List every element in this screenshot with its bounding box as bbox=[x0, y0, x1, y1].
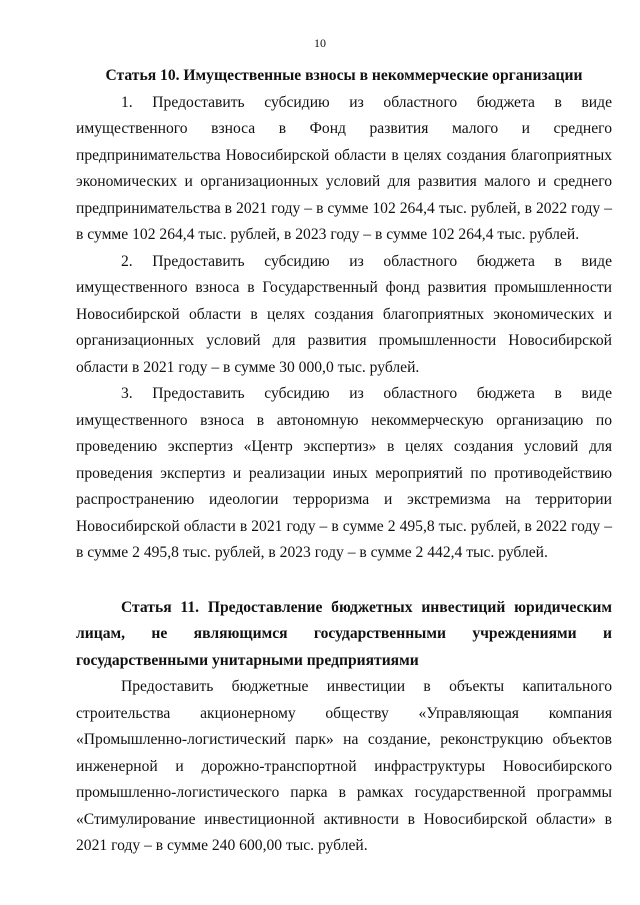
page-number: 10 bbox=[314, 36, 326, 50]
article-10-heading: Статья 10. Имущественные взносы в некоммерческие организации bbox=[105, 67, 583, 84]
article-10-paragraph-1: 1. Предоставить субсидию из областного бюджета в виде имущественного взноса в Фонд развития малого и среднего предпринимательства Новосибирской области в целях создания благоприятных экономических и организационных условий для развития малого и среднего предпринимательства в 2021 году – в сумме 102 264,4 тыс. рублей, в 2022 году – в сумме 102 264,4 тыс. рублей, в 2023 году – в сумме 102 264,4 тыс. рублей. bbox=[76, 93, 612, 243]
article-11-paragraph-1: Предоставить бюджетные инвестиции в объекты капитального строительства акционерному обществу «Управляющая компания «Промышленно-логистический парк» на создание, реконструкцию объектов инженерной и дорожно-транспортной инфраструктуры Новосибирского промышленно-логистического парка в рамках государственной программы «Стимулирование инвестиционной активности в Новосибирской области» в 2021 году – в сумме 240 600,00 тыс. рублей. bbox=[76, 678, 612, 854]
article-10-paragraph-2: 2. Предоставить субсидию из областного бюджета в виде имущественного взноса в Государственный фонд развития промышленности Новосибирской области в целях создания благоприятных экономических и организационных условий для развития промышленности Новосибирской области в 2021 году – в сумме 30 000,0 тыс. рублей. bbox=[76, 252, 612, 376]
section-spacer bbox=[76, 567, 612, 595]
article-11-heading: Статья 11. Предоставление бюджетных инвестиций юридическим лицам, не являющимся государственными учреждениями и государственными унитарными предприятиями bbox=[76, 598, 612, 669]
document-body bbox=[76, 63, 612, 860]
article-10-paragraph-3: 3. Предоставить субсидию из областного бюджета в виде имущественного взноса в автономную некоммерческую организацию по проведению экспертиз «Центр экспертиз» в целях создания условий для проведения экспертиз и реализации иных мероприятий по противодействию распространению идеологии терроризма и экстремизма на территории Новосибирской области в 2021 году – в сумме 2 495,8 тыс. рублей, в 2022 году – в сумме 2 495,8 тыс. рублей, в 2023 году – в сумме 2 442,4 тыс. рублей. bbox=[76, 385, 612, 561]
